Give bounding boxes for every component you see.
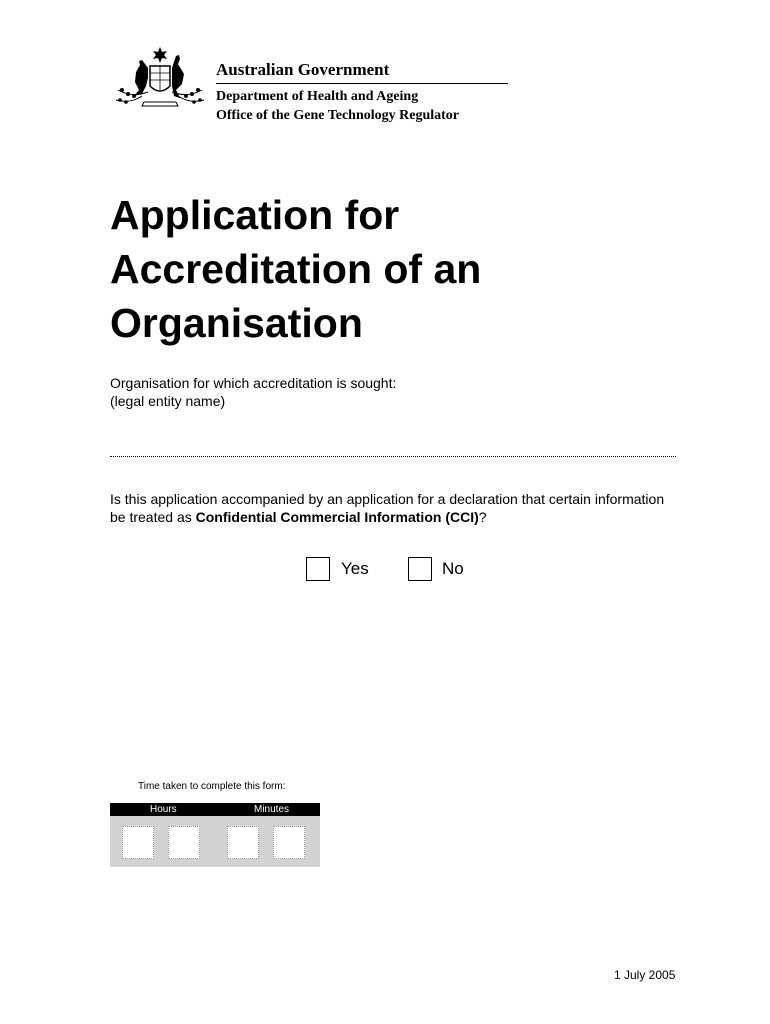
organisation-label-line-1: Organisation for which accreditation is sought:: [110, 375, 397, 391]
office-name: Office of the Gene Technology Regulator: [216, 108, 460, 123]
title-line-3: Organisation: [110, 300, 363, 346]
coat-of-arms-icon: [112, 46, 208, 108]
organisation-name-field[interactable]: [110, 448, 676, 457]
department-name: Department of Health and Ageing: [216, 89, 419, 104]
version-date: 1 July 2005: [614, 968, 676, 982]
title-line-2: Accreditation of an: [110, 246, 482, 292]
hours-label: Hours: [150, 804, 177, 815]
hours-digit-1-field[interactable]: [122, 826, 154, 859]
cci-no-checkbox[interactable]: [408, 557, 432, 581]
government-name: Australian Government: [216, 60, 508, 84]
document-title: [110, 188, 710, 350]
minutes-digit-2-field[interactable]: [273, 826, 305, 859]
organisation-label-line-2: (legal entity name): [110, 393, 226, 409]
time-taken-label: Time taken to complete this form:: [138, 781, 286, 792]
minutes-digit-1-field[interactable]: [227, 826, 259, 859]
organisation-label: [110, 374, 396, 410]
cci-question-text: Is this application accompanied by an application for a declaration that certain information be treated as: [110, 491, 665, 525]
time-taken-box: [110, 803, 320, 867]
hours-digit-2-field[interactable]: [168, 826, 200, 859]
cci-no-label: No: [442, 559, 464, 578]
cci-yes-label: Yes: [341, 559, 369, 578]
time-taken-header: [110, 803, 320, 816]
cci-question: [110, 490, 670, 526]
cci-yes-checkbox[interactable]: [306, 557, 330, 581]
minutes-label: Minutes: [254, 804, 290, 815]
title-line-1: Application for: [110, 192, 400, 238]
cci-question-emphasis: Confidential Commercial Information (CCI): [195, 509, 479, 525]
government-header: [216, 60, 508, 125]
cci-question-mark: ?: [478, 509, 487, 525]
